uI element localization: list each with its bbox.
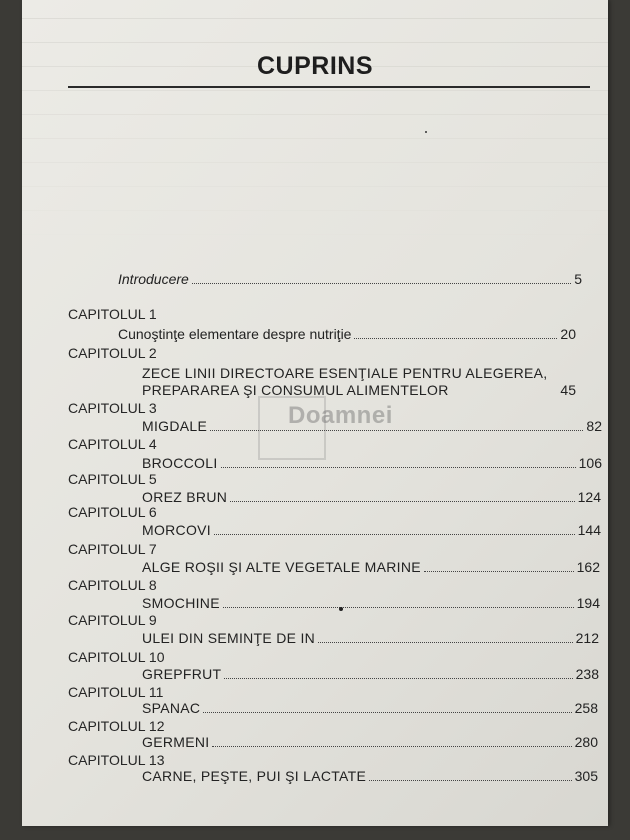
toc-entry-title: OREZ BRUN — [142, 489, 228, 505]
chapter-label: CAPITOLUL 10 — [68, 649, 165, 665]
leader-dots — [224, 678, 572, 679]
toc-entry-page: 305 — [574, 768, 598, 784]
book-page — [22, 0, 608, 826]
toc-entry — [142, 734, 598, 750]
chapter-label: CAPITOLUL 5 — [68, 471, 157, 487]
leader-dots — [210, 430, 583, 431]
toc-entry — [142, 595, 600, 611]
toc-entry-title: Introducere — [118, 271, 189, 287]
ink-speck — [339, 607, 343, 611]
toc-entry-page: 258 — [574, 700, 598, 716]
toc-entry-page: 212 — [575, 630, 599, 646]
leader-dots — [223, 607, 574, 608]
watermark-text: Doamnei — [288, 402, 393, 429]
chapter-label: CAPITOLUL 7 — [68, 541, 157, 557]
chapter-label: CAPITOLUL 9 — [68, 612, 157, 628]
toc-entry — [142, 666, 599, 682]
toc-entry-page: 106 — [578, 455, 602, 471]
toc-entry-title-line1: ZECE LINII DIRECTOARE ESENŢIALE PENTRU ALEGEREA, — [142, 365, 548, 381]
leader-dots — [192, 283, 571, 284]
page-title: CUPRINS — [256, 52, 373, 80]
leader-dots — [424, 571, 574, 572]
toc-entry — [142, 522, 601, 538]
chapter-label: CAPITOLUL 4 — [68, 436, 157, 452]
toc-entry — [142, 382, 576, 398]
leader-dots — [369, 780, 571, 781]
chapter-label: CAPITOLUL 11 — [68, 684, 164, 700]
toc-entry-title: ULEI DIN SEMINŢE DE IN — [142, 630, 316, 646]
leader-dots — [230, 501, 574, 502]
toc-entry-title: GREPFRUT — [142, 666, 222, 682]
toc-entry-title: SMOCHINE — [142, 595, 220, 611]
toc-entry — [142, 489, 601, 505]
toc-entry — [142, 700, 598, 716]
toc-entry-title: SPANAC — [142, 700, 201, 716]
chapter-label: CAPITOLUL 2 — [68, 345, 157, 361]
toc-entry — [118, 326, 576, 342]
toc-entry-introduction — [118, 271, 582, 287]
leader-dots — [214, 534, 575, 535]
toc-entry-page: 45 — [560, 382, 576, 398]
chapter-label: CAPITOLUL 12 — [68, 718, 165, 734]
toc-entry-page: 5 — [574, 271, 582, 287]
toc-entry-page: 144 — [577, 522, 601, 538]
toc-entry-title: CARNE, PEŞTE, PUI ŞI LACTATE — [142, 768, 367, 784]
toc-entry — [142, 418, 602, 434]
toc-entry-page: 162 — [576, 559, 600, 575]
chapter-label: CAPITOLUL 8 — [68, 577, 157, 593]
chapter-label: CAPITOLUL 6 — [68, 504, 157, 520]
toc-entry — [142, 768, 598, 784]
leader-dots — [203, 712, 571, 713]
leader-dots — [212, 746, 571, 747]
toc-entry-title: MIGDALE — [142, 418, 208, 434]
toc-entry-title: BROCCOLI — [142, 455, 218, 471]
chapter-label: CAPITOLUL 3 — [68, 400, 157, 416]
toc-entry-title: GERMENI — [142, 734, 210, 750]
leader-dots — [354, 338, 557, 339]
leader-dots — [318, 642, 573, 643]
toc-entry-title: MORCOVI — [142, 522, 211, 538]
toc-entry-page: 20 — [560, 326, 576, 342]
toc-entry-page: 238 — [575, 666, 599, 682]
chapter-label: CAPITOLUL 13 — [68, 752, 165, 768]
toc-entry-title: ALGE ROŞII ŞI ALTE VEGETALE MARINE — [142, 559, 421, 575]
toc-entry — [142, 630, 599, 646]
toc-entry-title: PREPARAREA ŞI CONSUMUL ALIMENTELOR — [142, 382, 449, 398]
toc-entry-page: 124 — [577, 489, 601, 505]
toc-entry-page: 194 — [576, 595, 600, 611]
leader-dots — [221, 467, 576, 468]
toc-entry — [142, 455, 602, 471]
leader-dots — [452, 394, 558, 395]
toc-entry — [142, 559, 600, 575]
table-of-contents — [22, 0, 608, 826]
toc-entry-page: 280 — [574, 734, 598, 750]
toc-entry-title: Cunoştinţe elementare despre nutriţie — [118, 326, 352, 342]
chapter-label: CAPITOLUL 1 — [68, 306, 157, 322]
toc-entry-page: 82 — [586, 418, 602, 434]
